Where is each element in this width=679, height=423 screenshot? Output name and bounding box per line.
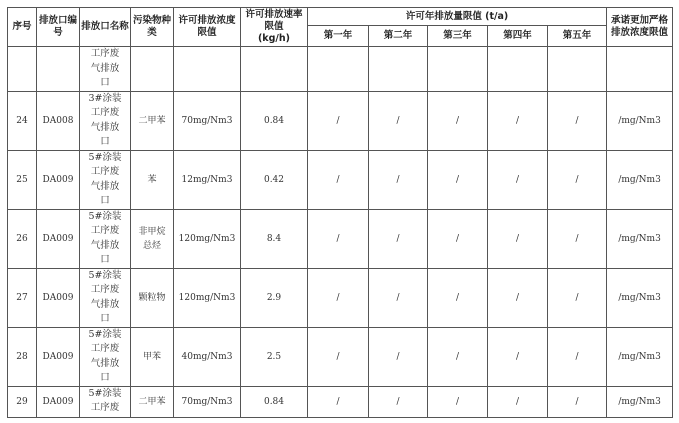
cell-year5: / [548,91,607,150]
outlet-name-line: 5#涂装 [88,210,122,222]
outlet-name-line: 气排放 [90,121,120,133]
cell-year5: / [548,327,607,386]
cell-outlet-name [80,150,131,209]
outlet-name-line: 气排放 [90,239,120,251]
header-rate-limit-label: 许可排放速率限值 [245,9,303,32]
table-row [8,327,673,386]
cell-year4 [488,47,548,92]
cell-outlet-name [80,209,131,268]
outlet-name-line: 工序废 [90,343,120,354]
cell-conc: 12mg/Nm3 [174,150,241,209]
header-year3: 第三年 [428,26,488,47]
cell-conc: 70mg/Nm3 [174,386,241,417]
header-outlet-name: 排放口名称 [80,8,131,47]
outlet-name-line: 5#涂装 [88,269,122,281]
cell-rate [241,47,308,92]
cell-seq: 24 [8,91,37,150]
outlet-name-line: 工序废 [90,107,120,118]
cell-stricter: /mg/Nm3 [607,327,673,386]
header-pollutant: 污染物种类 [131,8,174,47]
header-rate-limit [241,8,308,47]
cell-stricter: /mg/Nm3 [607,268,673,327]
outlet-name-line: 气排放 [90,298,120,310]
cell-year3: / [428,150,488,209]
header-annual-limit: 许可年排放量限值 (t/a) [308,8,607,26]
cell-pollutant [131,386,174,417]
header-year5: 第五年 [548,26,607,47]
pollutant-line: 二甲苯 [138,396,166,407]
cell-outlet-name [80,268,131,327]
table-row-continued [8,47,673,92]
header-stricter-limit: 承诺更加严格排放浓度限值 [607,8,673,47]
table-row [8,209,673,268]
cell-stricter: /mg/Nm3 [607,386,673,417]
header-conc-limit: 许可排放浓度限值 [174,8,241,47]
cell-outlet-name [80,91,131,150]
header-row [8,8,673,26]
outlet-name-line: 口 [100,313,110,324]
outlet-name-line: 口 [100,136,110,147]
cell-code: DA008 [37,91,80,150]
header-year1: 第一年 [308,26,369,47]
cell-year1: / [308,268,369,327]
outlet-name-line: 工序废 [90,48,120,59]
header-seq: 序号 [8,8,37,47]
cell-year1: / [308,209,369,268]
cell-code: DA009 [37,327,80,386]
cell-code: DA009 [37,209,80,268]
pollutant-line: 非甲烷 [138,226,166,237]
cell-year4: / [488,209,548,268]
cell-outlet-name [80,327,131,386]
cell-stricter: /mg/Nm3 [607,91,673,150]
pollutant-line: 苯 [147,174,157,185]
cell-outlet-name [80,386,131,417]
cell-seq: 28 [8,327,37,386]
outlet-name-line: 口 [100,254,110,265]
cell-pollutant [131,150,174,209]
header-outlet-code: 排放口编号 [37,8,80,47]
cell-conc: 40mg/Nm3 [174,327,241,386]
table-row [8,91,673,150]
cell-stricter: /mg/Nm3 [607,209,673,268]
cell-year2: / [369,386,428,417]
pollutant-line: 二甲苯 [138,115,166,126]
cell-stricter: /mg/Nm3 [607,150,673,209]
cell-pollutant [131,209,174,268]
cell-conc [174,47,241,92]
cell-conc: 120mg/Nm3 [174,209,241,268]
cell-rate: 2.5 [241,327,308,386]
cell-year1: / [308,150,369,209]
outlet-name-line: 5#涂装 [88,387,122,399]
cell-seq: 29 [8,386,37,417]
outlet-name-line: 5#涂装 [88,151,122,163]
cell-year1: / [308,386,369,417]
cell-conc: 120mg/Nm3 [174,268,241,327]
outlet-name-line: 口 [100,372,110,383]
cell-year1: / [308,327,369,386]
cell-rate: 0.84 [241,386,308,417]
outlet-name-line: 气排放 [90,62,120,74]
header-rate-unit: (kg/h) [257,33,291,44]
cell-seq: 26 [8,209,37,268]
cell-pollutant [131,327,174,386]
cell-rate: 8.4 [241,209,308,268]
table-body [8,47,673,418]
outlet-name-line: 气排放 [90,180,120,192]
outlet-name-line: 3#涂装 [88,92,122,104]
table-row [8,386,673,417]
cell-outlet-name [80,47,131,92]
cell-seq: 27 [8,268,37,327]
cell-rate: 0.42 [241,150,308,209]
cell-year5: / [548,268,607,327]
permit-table-page [7,7,672,418]
outlet-name-line: 口 [100,195,110,206]
cell-pollutant [131,47,174,92]
cell-code [37,47,80,92]
outlet-name-line: 工序废 [90,402,120,413]
cell-year2 [369,47,428,92]
cell-rate: 0.84 [241,91,308,150]
cell-rate: 2.9 [241,268,308,327]
cell-year1 [308,47,369,92]
outlet-name-line: 工序废 [90,225,120,236]
cell-year3: / [428,268,488,327]
cell-year4: / [488,268,548,327]
cell-year2: / [369,91,428,150]
cell-year5 [548,47,607,92]
pollutant-line: 总烃 [142,240,161,251]
cell-year1: / [308,91,369,150]
cell-year3: / [428,386,488,417]
cell-year2: / [369,150,428,209]
header-year4: 第四年 [488,26,548,47]
cell-year5: / [548,150,607,209]
cell-stricter [607,47,673,92]
cell-year4: / [488,386,548,417]
cell-year5: / [548,386,607,417]
outlet-name-line: 工序废 [90,166,120,177]
outlet-name-line: 工序废 [90,284,120,295]
cell-pollutant [131,268,174,327]
outlet-name-line: 5#涂装 [88,328,122,340]
cell-year3: / [428,91,488,150]
table-row [8,268,673,327]
cell-conc: 70mg/Nm3 [174,91,241,150]
header-year2: 第二年 [369,26,428,47]
outlet-name-line: 口 [100,77,110,88]
pollutant-line: 颗粒物 [138,292,166,303]
cell-year4: / [488,91,548,150]
cell-seq: 25 [8,150,37,209]
emission-limits-table [7,7,673,418]
cell-year2: / [369,268,428,327]
cell-year4: / [488,150,548,209]
cell-code: DA009 [37,150,80,209]
cell-year5: / [548,209,607,268]
cell-year3 [428,47,488,92]
cell-year2: / [369,327,428,386]
cell-code: DA009 [37,386,80,417]
outlet-name-line: 气排放 [90,357,120,369]
cell-year4: / [488,327,548,386]
cell-pollutant [131,91,174,150]
cell-year3: / [428,209,488,268]
cell-year2: / [369,209,428,268]
cell-seq [8,47,37,92]
cell-year3: / [428,327,488,386]
table-row [8,150,673,209]
pollutant-line: 甲苯 [142,351,161,362]
cell-code: DA009 [37,268,80,327]
